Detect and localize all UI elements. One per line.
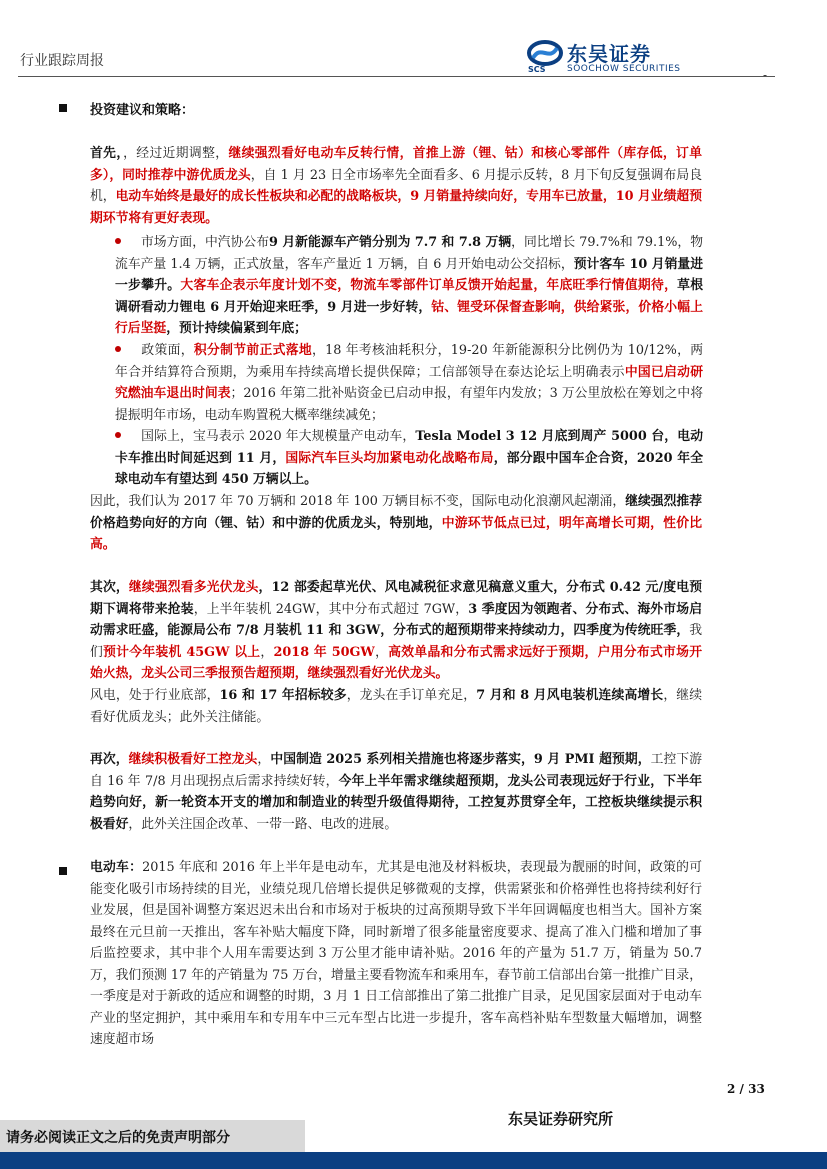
text-run: 工控下游自 16 年 7/8 月出现拐点后需求持续好转， — [90, 752, 703, 789]
text-run: 9 月新能源车产销分别为 7.7 和 7.8 万辆 — [269, 235, 512, 250]
text-run: 钴、锂受环保督查影响，供给紧张，价格小幅上行后坚挺 — [115, 299, 703, 336]
page-number: 2 / 33 — [727, 1082, 765, 1096]
bullet-dot-icon — [115, 432, 121, 438]
section2-body — [90, 857, 702, 1051]
logo — [527, 40, 697, 76]
text-run: 政策面， — [141, 343, 194, 358]
logo-abbr: SCS — [528, 65, 546, 74]
section2-title: 电动车： — [90, 860, 143, 875]
text-run: 国际汽车巨头均加紧电动化战略布局 — [285, 450, 494, 466]
text-run: 16 和 17 年招标较多 — [219, 688, 347, 703]
text-run: 继续积极看好工控龙头 — [128, 752, 258, 767]
text-run: 继续强烈看好电动车反转行情，首推上游（锂、钴）和核心零部件（库存低，订单多），同时推荐中游优质龙头 — [90, 146, 703, 183]
text-run: ，经过近期调整， — [123, 146, 229, 161]
text-run: Tesla Model 3 12 月底到周产 5000 台，电动卡车推出时间延迟到 11 月， — [115, 429, 704, 466]
text-run: ， — [374, 644, 389, 660]
text-run: 风电，处于行业底部， — [90, 688, 220, 703]
disclaimer: 请务必阅读正文之后的免责声明部分 — [6, 1130, 230, 1146]
bullet-item — [115, 232, 703, 340]
bullet-item — [115, 426, 703, 491]
text-run: ；2016 年第二批补贴资金已启动申报，有望年内发放；3 万公里放松在筹划之中将提振明年市场，电动车购置税大概率继续减免； — [115, 386, 703, 423]
text-run: ，龙头在手订单充足， — [346, 688, 477, 703]
text-run: 继续强烈推荐价格趋势向好的方向（锂、钴）和中游的优质龙头，特别地， — [90, 494, 702, 531]
bullet-square-icon — [59, 867, 67, 875]
text-run: ，部分跟中国车企合资，2020 年全球电动车有望达到 450 万辆以上。 — [115, 450, 704, 487]
text-run: 我们 — [90, 623, 702, 660]
paragraph-p3b — [90, 685, 702, 728]
paragraph-p1 — [90, 143, 702, 229]
text-run: 因此，我们认为 2017 年 70 万辆和 2018 年 100 万辆目标不变，国际电动化浪潮风起潮涌， — [90, 494, 626, 509]
text-run: 国际上，宝马表示 2020 年大规模量产电动车， — [141, 429, 416, 444]
text-run: ，此外关注国企改革、一带一路、电改的进展。 — [128, 816, 398, 832]
text-run: ， — [257, 752, 271, 767]
text-run: 中国制造 2025 系列相关措施也将逐步落实，9 月 PMI 超预期， — [270, 752, 651, 767]
bullet-item — [115, 340, 703, 426]
text-run: 大客车企表示年度计划不变，物流车零部件订单反馈开始起量，年底旺季行情值期待， — [180, 278, 678, 293]
text-run: ，12 部委起草光伏、风电减税征求意见稿意义重大，分布式 0.42 元/度电预期下调将带来抢装 — [90, 580, 703, 617]
text-run: ，上半年装机 24GW，其中分布式超过 7GW， — [193, 601, 469, 617]
text-run: 预计客车 10 月销量进一步攀升。 — [115, 256, 704, 293]
text-run: ，同比增长 79.7%和 79.1%，物流车产量 1.4 万辆，正式放量，客车产量近 1 万辆，自 6 月开始电动公交招标， — [115, 235, 703, 272]
text-run: 首先， — [90, 146, 124, 161]
text-run: 市场方面，中汽协公布 — [141, 235, 270, 250]
text-run: ，预计持续偏紧到年底； — [166, 321, 307, 336]
text-run: 电动车始终是最好的成长性板块和必配的战略板块，9 月销量持续向好，专用车已放量，10 月业绩超预期环节将有更好表现。 — [90, 189, 703, 226]
bullet-square-icon — [59, 104, 67, 112]
text-run: 中游环节低点已过，明年高增长可期，性价比高。 — [90, 515, 703, 552]
text-run: 2018 年 50GW — [273, 644, 375, 660]
text-run: 积分制节前正式落地 — [193, 343, 312, 358]
soochow-logo-icon — [527, 40, 563, 66]
footer-blue-bar — [0, 1152, 827, 1169]
section-title: 投资建议和策略： — [90, 103, 195, 118]
text-run: 其次， — [90, 580, 129, 595]
bullet-dot-icon — [115, 346, 121, 352]
text-run: 预计今年装机 45GW 以上 — [103, 644, 261, 660]
text-run: 草根调研看动力锂电 6 月开始迎来旺季，9 月进一步好转， — [115, 278, 704, 315]
text-run: 今年上半年需求继续超预期，龙头公司表现远好于行业，下半年趋势向好，新一轮资本开支的增加和制造业的转型升级值得期待，工控复苏贯穿全年，工控板块继续提示积极看好 — [90, 773, 703, 832]
corner-mark: - — [763, 68, 768, 82]
paragraph-p3 — [90, 577, 702, 685]
text-run: 继续强烈看多光伏龙头 — [128, 580, 259, 595]
text-run: ，继续看好优质龙头；此外关注储能。 — [90, 688, 703, 725]
text-run: ， — [260, 644, 274, 660]
text-run: 中国已启动研究燃油车退出时间表 — [115, 364, 704, 401]
text-run: ，18 年考核油耗积分，19-20 年新能源积分比例仍为 10/12%，两年合并结算符合预期，为乘用车持续高增长提供保障；工信部领导在泰达论坛上明确表示 — [115, 343, 704, 380]
text-run: ，自 1 月 23 日全市场率先全面看多、6 月提示反转，8 月下旬反复强调布局良机， — [90, 167, 702, 204]
report-type: 行业跟踪周报 — [20, 53, 104, 69]
logo-cn: 东吴证券 — [567, 42, 651, 66]
text-run: 再次， — [90, 752, 129, 767]
header-divider — [18, 76, 775, 77]
paragraph-p2 — [90, 491, 702, 556]
text-run: 7 月和 8 月风电装机连续高增长 — [476, 688, 664, 703]
section2-text: 2015 年底和 2016 年上半年是电动车，尤其是电池及材料板块，表现最为靓丽的时间，政策的可能变化吸引市场持续的目光，业绩兑现几倍增长提供足够微观的支撑，供需紧张和价格弹性也将持续利好行业发展，但是国补调整方案迟迟未出台和市场对于板块的过高预期导致下半年回调幅度也相当大。国补方案最终在元旦前一天推出，客车补贴大幅度下降，同时新增了很多能量密度要求、提高了准入门槛和增加了事后监控要求，其中非个人用车需要达到 3 万公里才能申请补贴。2016 年的产量为 51.7 万，销量为 50.7 万，我们预测 17 年的产销量为 75 万台，增量主要看物流车和乘用车，春节前工信部出台第一批推广目录，一季度是对于新政的适应和调整的时期，3 月 1 日工信部推出了第二批推广目录，足见国家层面对于电动车产业的坚定拥护，其中乘用车和专用车中三元车型占比进一步提升，客车高档补贴车型数量大幅增加，调整速度超市场 — [90, 860, 703, 1047]
institute-name: 东吴证券研究所 — [508, 1110, 614, 1128]
logo-en: SOOCHOW SECURITIES — [567, 64, 681, 74]
text-run: 3 季度因为领跑者、分布式、海外市场启动需求旺盛，能源局公布 7/8 月装机 11 和 3GW，分布式的超预期带来持续动力，四季度为传统旺季， — [90, 601, 703, 638]
bullet-dot-icon — [115, 238, 121, 244]
paragraph-p4 — [90, 749, 702, 835]
text-run: 高效单晶和分布式需求远好于预期，户用分布式市场开始火热，龙头公司三季报预告超预期，继续强烈看好光伏龙头。 — [90, 644, 703, 681]
